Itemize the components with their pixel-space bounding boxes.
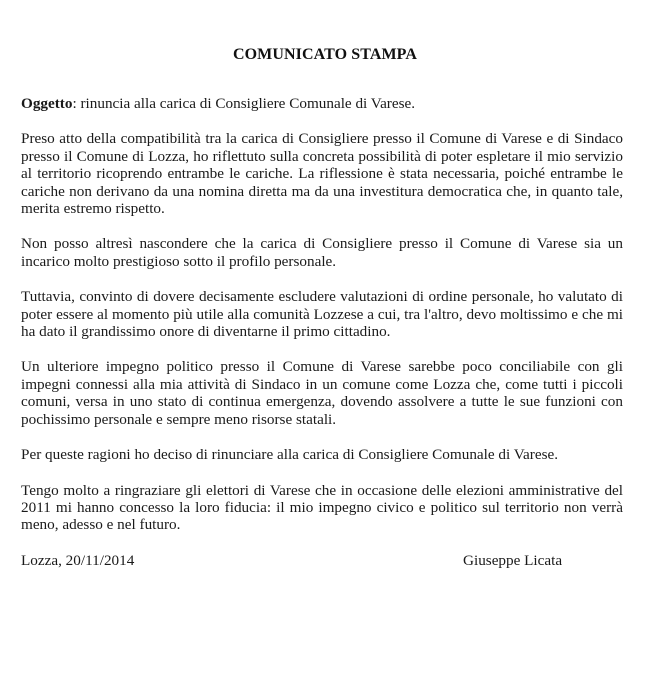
document-footer [21, 552, 623, 570]
subject-line [21, 95, 623, 112]
paragraph-thanks: Tengo molto a ringraziare gli elettori di Varese che in occasione delle elezioni amministrative del 2011 mi hanno concesso la loro fiducia: il mio impegno civico e politico sul territorio non verrà meno, adesso e nel futuro. [21, 481, 623, 534]
document-title: COMUNICATO STAMPA [232, 46, 418, 63]
subject-text: rinuncia alla carica di Consigliere Comunale di Varese. [80, 95, 416, 112]
subject-separator: : [72, 95, 81, 112]
paragraph-commitments: Un ulteriore impegno politico presso il Comune di Varese sarebbe poco conciliabile con gli impegni connessi alla mia attività di Sindaco in un comune come Lozza che, come tutti i piccoli comuni, versa in uno stato di continua emergenza, dovendo assolvere a tutte le sue funzioni con pochissimo personale e sempre meno risorse statali. [21, 358, 623, 428]
signature: Giuseppe Licata [463, 551, 563, 569]
paragraph-prestige: Non posso altresì nascondere che la carica di Consigliere presso il Comune di Varese sia un incarico molto prestigioso sotto il profilo personale. [21, 235, 623, 270]
subject-label: Oggetto [21, 95, 73, 112]
paragraph-compatibility: Preso atto della compatibilità tra la carica di Consigliere presso il Comune di Varese e di Sindaco presso il Comune di Lozza, ho riflettuto sulla concreta possibilità di poter espletare il mio servizio al territorio ricoprendo entrambe le cariche. La riflessione è stata necessaria, poiché entrambe le cariche non derivano da una nomina diretta ma da una investitura democratica che, in quanto tale, merita estremo rispetto. [21, 130, 623, 218]
document-body [21, 95, 623, 570]
paragraph-decision-reasoning: Tuttavia, convinto di dovere decisamente escludere valutazioni di ordine personale, ho valutato di poter essere al momento più utile alla comunità Lozzese a cui, tra l'altro, devo moltissimo e che mi ha dato il grandissimo onore di diventarne il primo cittadino. [21, 288, 623, 341]
place-date: Lozza, 20/11/2014 [21, 551, 135, 569]
paragraph-resignation: Per queste ragioni ho deciso di rinunciare alla carica di Consigliere Comunale di Varese. [21, 446, 559, 464]
